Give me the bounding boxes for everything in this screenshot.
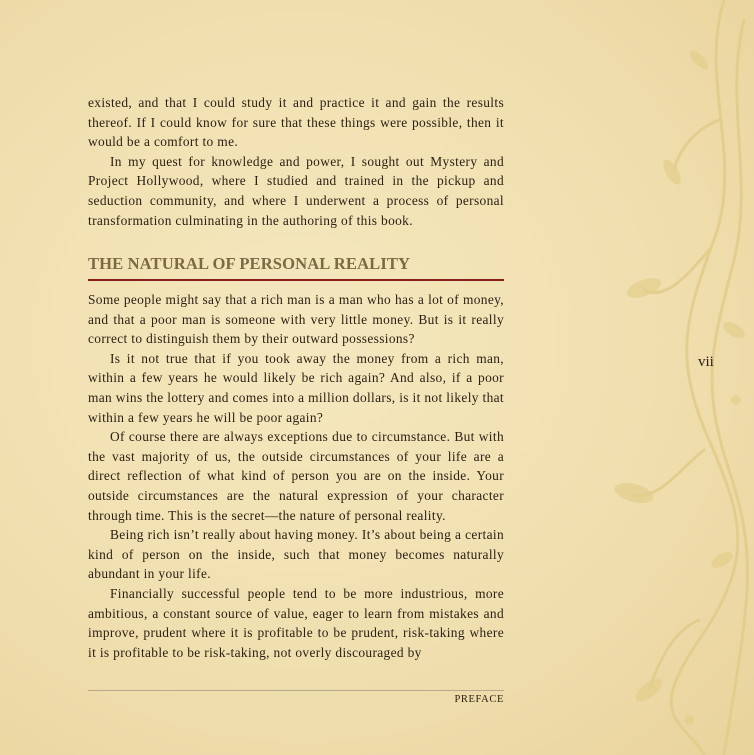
paragraph: Financially successful people tend to be more industrious, more ambitious, a constant source of value, eager to learn from mistakes and improve, prudent where it is profitable to be prudent, risk-taking where it is profitable to be risk-taking, not overly discouraged by xyxy=(88,585,504,660)
paragraph: existed, and that I could study it and practice it and gain the results thereof. If I could know for sure that these things were possible, then it would be a comfort to me. xyxy=(88,95,504,150)
page-number: vii xyxy=(698,354,714,370)
vine-ornament xyxy=(604,0,754,755)
footer-rule xyxy=(88,690,504,691)
running-footer: PREFACE xyxy=(454,694,504,705)
paragraph: Of course there are always exceptions due to circumstance. But with the vast majority of us, the outside circumstances of your life are a direct reflection of what kind of person you are on the inside. Your outside circumstances are the natural expression of your character through time. This is the secret—the nature of personal reality. xyxy=(88,429,504,523)
section-heading: THE NATURAL OF PERSONAL REALITY xyxy=(88,254,411,273)
heading-rule xyxy=(88,279,504,281)
paragraph: Some people might say that a rich man is a man who has a lot of money, and that a poor man is someone with very little money. But is it really correct to distinguish them by their outward possessions? xyxy=(88,292,504,347)
paragraph: In my quest for knowledge and power, I sought out Mystery and Project Hollywood, where I studied and trained in the pickup and seduction community, and where I underwent a process of personal transformation culminating in the authoring of this book. xyxy=(88,153,504,228)
body-text xyxy=(88,290,504,662)
paragraph: Is it not true that if you took away the money from a rich man, within a few years he would likely be rich again? And also, if a poor man wins the lottery and comes into a million dollars, is it not likely that within a few years he will be poor again? xyxy=(88,350,504,425)
intro-text xyxy=(88,93,504,230)
paragraph: Being rich isn’t really about having money. It’s about being a certain kind of person on the inside, such that money becomes naturally abundant in your life. xyxy=(88,527,504,582)
